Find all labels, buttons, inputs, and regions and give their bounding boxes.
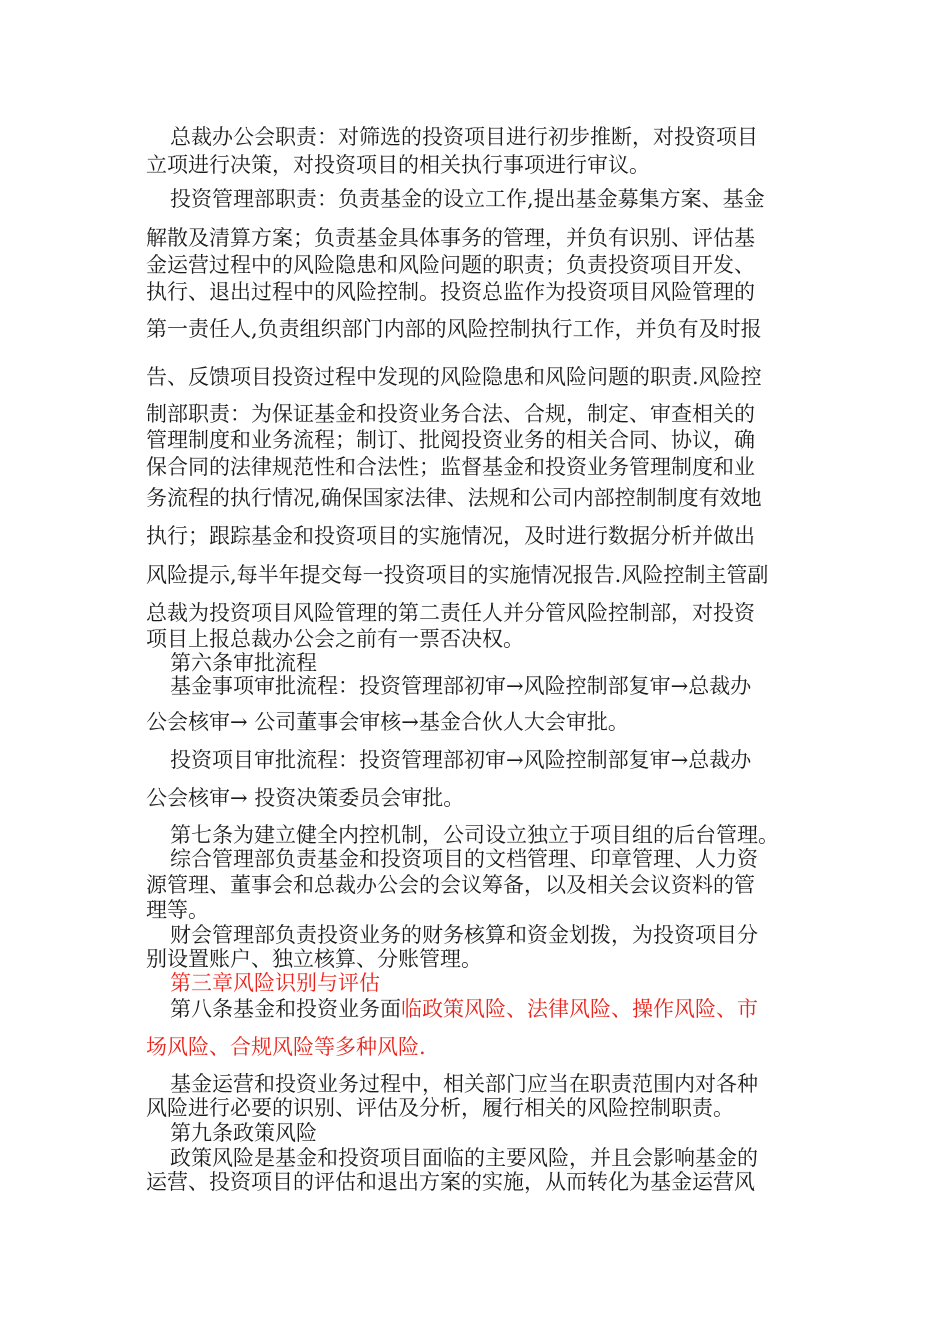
text-line: 第一责任人,负责组织部门内部的风险控制执行工作，并负有及时报 — [146, 317, 762, 341]
section-heading: 第六条审批流程 — [170, 651, 317, 675]
text-line: 风险提示,每半年提交每一投资项目的实施情况报告.风险控制主管副 — [146, 563, 769, 587]
text-line: 财会管理部负责投资业务的财务核算和资金划拨，为投资项目分 — [170, 923, 758, 947]
text-line: 总裁办公会职责：对筛选的投资项目进行初步推断，对投资项目 — [170, 125, 758, 149]
text-line: 执行；跟踪基金和投资项目的实施情况，及时进行数据分析并做出 — [146, 524, 755, 548]
text-line — [170, 996, 758, 1022]
text-line: 公会核审→ 投资决策委员会审批。 — [146, 786, 465, 810]
text-line: 金运营过程中的风险隐患和风险问题的职责；负责投资项目开发、 — [146, 253, 755, 277]
text-line: 执行、退出过程中的风险控制。投资总监作为投资项目风险管理的 — [146, 280, 755, 304]
text-line: 投资项目审批流程：投资管理部初审→风险控制部复审→总裁办 — [170, 748, 752, 772]
text-line: 制部职责：为保证基金和投资业务合法、合规，制定、审查相关的 — [146, 402, 755, 426]
text-line: 基金运营和投资业务过程中，相关部门应当在职责范围内对各种 — [170, 1072, 758, 1096]
text-line: 综合管理部负责基金和投资项目的文档管理、印章管理、人力资 — [170, 847, 758, 871]
text-line: 风险进行必要的识别、评估及分析，履行相关的风险控制职责。 — [146, 1096, 734, 1120]
highlighted-text: 临政策风险、法律风险、操作风险、市 — [401, 997, 758, 1021]
text-line: 解散及清算方案；负责基金具体事务的管理，并负有识别、评估基 — [146, 226, 755, 250]
text-line: 源管理、董事会和总裁办公会的会议筹备，以及相关会议资料的管 — [146, 873, 755, 897]
text-line: 运营、投资项目的评估和退出方案的实施，从而转化为基金运营风 — [146, 1170, 755, 1194]
text-line: 基金事项审批流程：投资管理部初审→风险控制部复审→总裁办 — [170, 674, 752, 698]
text-line: 公会核审→ 公司董事会审核→基金合伙人大会审批。 — [146, 710, 629, 734]
text-line: 别设置账户、独立核算、分账管理。 — [146, 947, 482, 971]
text-line: 第七条为建立健全内控机制，公司设立独立于项目组的后台管理。 — [170, 823, 779, 847]
text-line: 项目上报总裁办公会之前有一票否决权。 — [146, 627, 524, 651]
chapter-heading: 第三章风险识别与评估 — [170, 971, 380, 995]
text-segment: 第八条基金和投资业务面 — [170, 997, 401, 1021]
text-line: 理等。 — [146, 898, 209, 922]
highlighted-text: 场风险、合规风险等多种风险. — [146, 1035, 426, 1059]
text-line: 投资管理部职责：负责基金的设立工作,提出基金募集方案、基金 — [170, 187, 765, 211]
text-line: 立项进行决策，对投资项目的相关执行事项进行审议。 — [146, 153, 650, 177]
text-line: 保合同的法律规范性和合法性；监督基金和投资业务管理制度和业 — [146, 455, 755, 479]
text-line: 政策风险是基金和投资项目面临的主要风险，并且会影响基金的 — [170, 1146, 758, 1170]
text-line: 管理制度和业务流程；制订、批阅投资业务的相关合同、协议，确 — [146, 428, 755, 452]
section-heading: 第九条政策风险 — [170, 1121, 317, 1145]
text-line: 告、反馈项目投资过程中发现的风险隐患和风险问题的职责.风险控 — [146, 365, 762, 389]
text-line: 务流程的执行情况,确保国家法律、法规和公司内部控制制度有效地 — [146, 486, 762, 510]
text-line: 总裁为投资项目风险管理的第二责任人并分管风险控制部，对投资 — [146, 601, 755, 625]
